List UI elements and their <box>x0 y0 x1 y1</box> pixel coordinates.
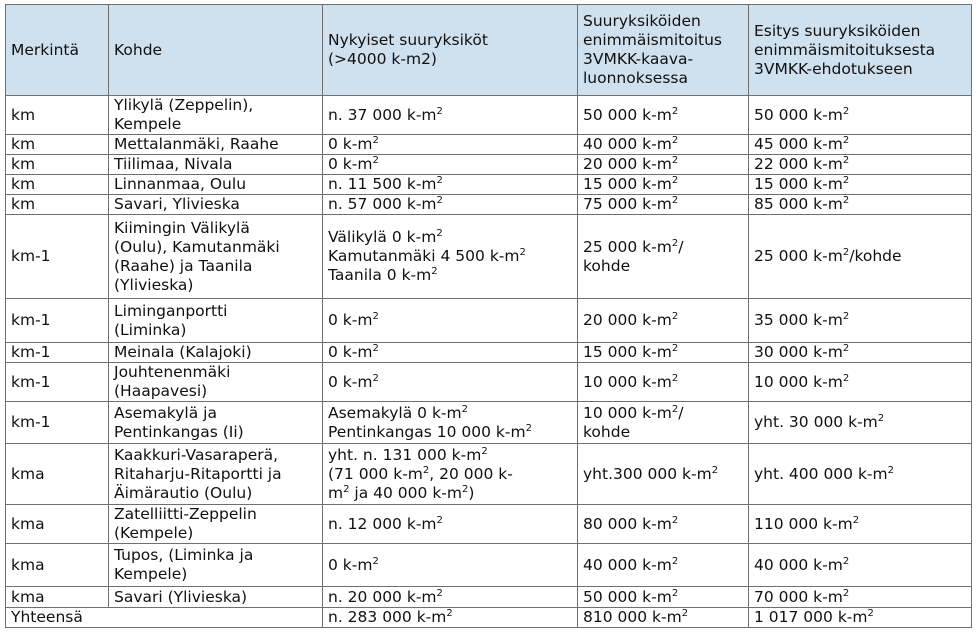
cell-luonnos: 15 000 $k-m^2$ <box>578 175 749 195</box>
cell-ehdotus: 15 000 $k-m^2$ <box>749 175 972 195</box>
cell-ehdotus: 50 000 $k-m^2$ <box>749 96 972 135</box>
cell-ehdotus: yht. 30 000 $k-m^2$ <box>749 402 972 444</box>
total-draft: 810 000 $k-m^2$ <box>578 608 749 628</box>
cell-kohde: Tupos, (Liminka ja Kempele) <box>109 544 323 587</box>
cell-nykyiset: 0 $k-m^2$ <box>323 343 578 363</box>
cell-kohde: Kaakkuri-Vasaraperä, Ritaharju-Ritaportti ja Äimärautio (Oulu) <box>109 444 323 505</box>
cell-nykyiset: 0 $k-m^2$ <box>323 544 578 587</box>
table-row <box>6 544 972 587</box>
cell-kohde: Savari (Ylivieska) <box>109 587 323 608</box>
cell-merkinta: km <box>6 175 109 195</box>
cell-nykyiset: n. 57 000 $k-m^2$ <box>323 195 578 215</box>
table-row <box>6 299 972 343</box>
cell-nykyiset: Asemakylä 0 $k-m^2$ Pentinkangas 10 000 $k-m^2$ <box>323 402 578 444</box>
cell-merkinta: km-1 <box>6 363 109 402</box>
cell-merkinta: km-1 <box>6 343 109 363</box>
table-header <box>6 5 972 96</box>
header-ehdotus: Esitys suuryksiköiden enimmäismitoituksesta 3VMKK-ehdotukseen <box>749 5 972 96</box>
cell-luonnos: yht.300 000 $k-m^2$ <box>578 444 749 505</box>
table-row <box>6 155 972 175</box>
cell-kohde: Savari, Ylivieska <box>109 195 323 215</box>
cell-merkinta: km-1 <box>6 402 109 444</box>
cell-merkinta: km <box>6 135 109 155</box>
cell-luonnos: 10 000 $k-m^2/$ kohde <box>578 402 749 444</box>
cell-ehdotus: 10 000 $k-m^2$ <box>749 363 972 402</box>
cell-ehdotus: 35 000 $k-m^2$ <box>749 299 972 343</box>
cell-kohde: Asemakylä ja Pentinkangas (Ii) <box>109 402 323 444</box>
table-row <box>6 215 972 299</box>
cell-ehdotus: yht. 400 000 $k-m^2$ <box>749 444 972 505</box>
total-row <box>6 608 972 628</box>
cell-kohde: Linnanmaa, Oulu <box>109 175 323 195</box>
cell-luonnos: 50 000 $k-m^2$ <box>578 587 749 608</box>
cell-nykyiset: 0 $k-m^2$ <box>323 363 578 402</box>
header-merkinta: Merkintä <box>6 5 109 96</box>
cell-merkinta: kma <box>6 544 109 587</box>
cell-luonnos: 75 000 $k-m^2$ <box>578 195 749 215</box>
cell-ehdotus: 85 000 $k-m^2$ <box>749 195 972 215</box>
cell-merkinta: km <box>6 195 109 215</box>
cell-kohde: Liminganportti (Liminka) <box>109 299 323 343</box>
cell-kohde: Ylikylä (Zeppelin), Kempele <box>109 96 323 135</box>
cell-merkinta: km <box>6 155 109 175</box>
cell-nykyiset: 0 $k-m^2$ <box>323 155 578 175</box>
table-footer <box>6 608 972 628</box>
total-proposal: 1 017 000 $k-m^2$ <box>749 608 972 628</box>
table-row <box>6 135 972 155</box>
cell-nykyiset: yht. n. 131 000 $k-m^2$ (71 000 $k-m^2$, 20 000 k- $m^2$ ja 40 000 $k-m^2$) <box>323 444 578 505</box>
cell-nykyiset: n. 37 000 $k-m^2$ <box>323 96 578 135</box>
mitoitus-table <box>5 4 972 628</box>
cell-ehdotus: 40 000 $k-m^2$ <box>749 544 972 587</box>
cell-kohde: Meinala (Kalajoki) <box>109 343 323 363</box>
table-row <box>6 343 972 363</box>
cell-luonnos: 20 000 $k-m^2$ <box>578 155 749 175</box>
cell-luonnos: 80 000 $k-m^2$ <box>578 505 749 544</box>
cell-ehdotus: 25 000 $k-m^2$/kohde <box>749 215 972 299</box>
cell-merkinta: km-1 <box>6 215 109 299</box>
table-row <box>6 505 972 544</box>
table-row <box>6 444 972 505</box>
table-row <box>6 175 972 195</box>
cell-ehdotus: 70 000 $k-m^2$ <box>749 587 972 608</box>
cell-ehdotus: 110 000 $k-m^2$ <box>749 505 972 544</box>
cell-luonnos: 40 000 $k-m^2$ <box>578 544 749 587</box>
table-body <box>6 96 972 608</box>
cell-nykyiset: n. 11 500 $k-m^2$ <box>323 175 578 195</box>
cell-kohde: Zatelliitti-Zeppelin (Kempele) <box>109 505 323 544</box>
cell-ehdotus: 22 000 $k-m^2$ <box>749 155 972 175</box>
cell-nykyiset: Välikylä 0 $k-m^2$ Kamutanmäki 4 500 $k-m^2$ Taanila 0 $k-m^2$ <box>323 215 578 299</box>
table-row <box>6 195 972 215</box>
cell-luonnos: 15 000 $k-m^2$ <box>578 343 749 363</box>
cell-nykyiset: 0 $k-m^2$ <box>323 299 578 343</box>
cell-kohde: Tiilimaa, Nivala <box>109 155 323 175</box>
cell-luonnos: 40 000 $k-m^2$ <box>578 135 749 155</box>
header-kohde: Kohde <box>109 5 323 96</box>
cell-luonnos: 50 000 $k-m^2$ <box>578 96 749 135</box>
cell-kohde: Jouhtenenmäki (Haapavesi) <box>109 363 323 402</box>
cell-ehdotus: 45 000 $k-m^2$ <box>749 135 972 155</box>
table-row <box>6 402 972 444</box>
table-row <box>6 587 972 608</box>
cell-merkinta: km <box>6 96 109 135</box>
cell-merkinta: kma <box>6 505 109 544</box>
cell-nykyiset: 0 $k-m^2$ <box>323 135 578 155</box>
cell-nykyiset: n. 12 000 $k-m^2$ <box>323 505 578 544</box>
cell-ehdotus: 30 000 $k-m^2$ <box>749 343 972 363</box>
cell-luonnos: 25 000 $k-m^2/$ kohde <box>578 215 749 299</box>
cell-kohde: Kiimingin Välikylä (Oulu), Kamutanmäki (Raahe) ja Taanila (Ylivieska) <box>109 215 323 299</box>
table-row <box>6 96 972 135</box>
cell-kohde: Mettalanmäki, Raahe <box>109 135 323 155</box>
cell-merkinta: kma <box>6 444 109 505</box>
total-current: n. 283 000 $k-m^2$ <box>323 608 578 628</box>
table-row <box>6 363 972 402</box>
total-label: Yhteensä <box>6 608 323 628</box>
cell-merkinta: km-1 <box>6 299 109 343</box>
cell-nykyiset: n. 20 000 $k-m^2$ <box>323 587 578 608</box>
cell-luonnos: 20 000 $k-m^2$ <box>578 299 749 343</box>
cell-luonnos: 10 000 $k-m^2$ <box>578 363 749 402</box>
cell-merkinta: kma <box>6 587 109 608</box>
header-luonnos: Suuryksiköiden enimmäismitoitus 3VMKK-kaava- luonnoksessa <box>578 5 749 96</box>
header-nykyiset: Nykyiset suuryksiköt (>4000 k-m2) <box>323 5 578 96</box>
